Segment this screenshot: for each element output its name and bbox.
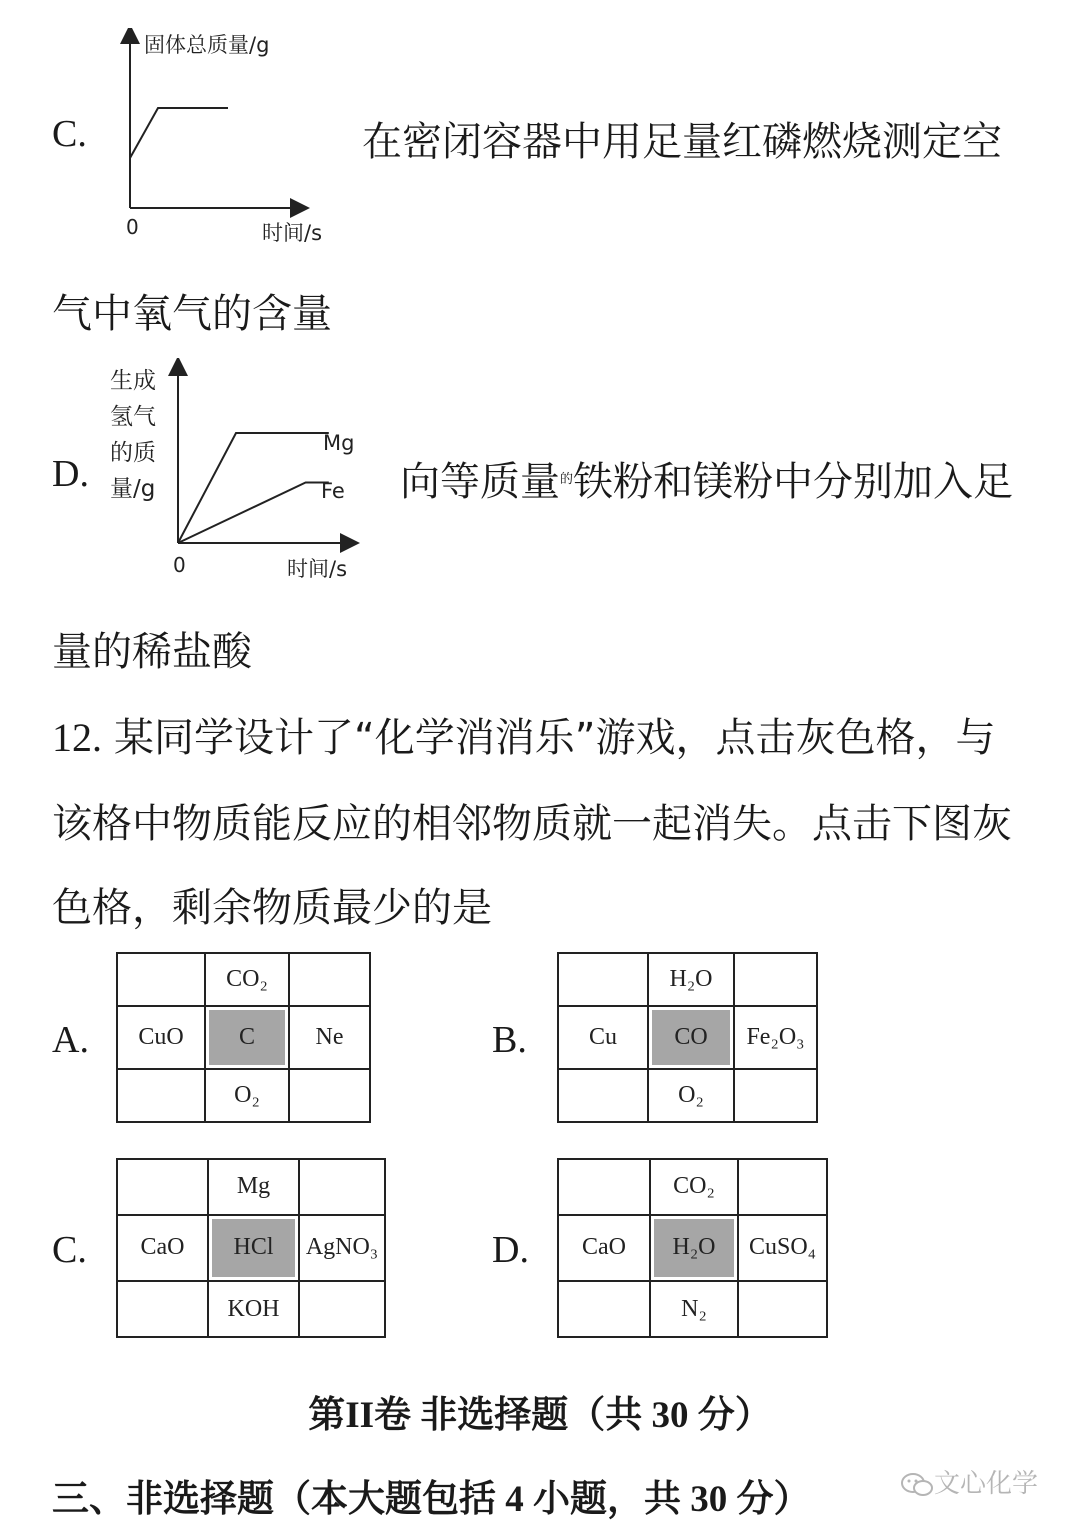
grid-cell-top: Mg bbox=[208, 1159, 299, 1215]
option-d-text-line1 bbox=[400, 450, 1013, 507]
option-d-graph bbox=[105, 358, 375, 590]
grid-cell-center-gray[interactable] bbox=[648, 1006, 734, 1070]
option-c-text-line2: 气中氧气的含量 bbox=[52, 291, 332, 337]
grid-cell bbox=[299, 1159, 385, 1215]
question-number: 12. bbox=[52, 715, 102, 760]
center-label: C bbox=[209, 1010, 285, 1066]
grid-cell bbox=[734, 1069, 817, 1122]
grid-cell bbox=[558, 1281, 650, 1337]
question12-line3: 色格，剩余物质最少的是 bbox=[52, 885, 492, 931]
grid-cell-right: AgNO₃ bbox=[299, 1215, 385, 1282]
grid-cell bbox=[117, 1069, 205, 1122]
grid-cell-center-gray[interactable] bbox=[205, 1006, 289, 1070]
grid-a bbox=[116, 952, 371, 1123]
grid-cell-top: CO₂ bbox=[205, 953, 289, 1006]
grid-cell bbox=[289, 953, 370, 1006]
y-axis-label: 固体总质量/g bbox=[144, 33, 270, 57]
grid-cell-right: Ne bbox=[289, 1006, 370, 1070]
x-axis-label: 时间/s bbox=[287, 557, 348, 581]
grid-cell-top: H₂O bbox=[648, 953, 734, 1006]
origin-label: 0 bbox=[173, 553, 186, 577]
grid-cell-left: Cu bbox=[558, 1006, 648, 1070]
text-small: 的 bbox=[560, 472, 574, 487]
grid-cell bbox=[558, 953, 648, 1006]
grid-cell-top: CO₂ bbox=[650, 1159, 738, 1215]
grid-d bbox=[557, 1158, 828, 1338]
x-axis-label: 时间/s bbox=[262, 221, 323, 245]
option-c-text-line1: 在密闭容器中用足量红磷燃烧测定空 bbox=[362, 119, 1002, 165]
mg-line bbox=[178, 433, 329, 543]
grid-cell bbox=[117, 953, 205, 1006]
option-c-letter: C. bbox=[52, 113, 87, 155]
question12-line1 bbox=[52, 706, 995, 763]
option-c-graph bbox=[110, 28, 350, 253]
center-label: HCl bbox=[212, 1219, 295, 1278]
center-label: CO bbox=[652, 1010, 730, 1066]
grid-cell bbox=[734, 953, 817, 1006]
grid-cell-left: CaO bbox=[117, 1215, 208, 1282]
section2-title: 第II卷 非选择题（共 30 分） bbox=[308, 1395, 772, 1436]
grid-cell bbox=[299, 1281, 385, 1337]
wechat-icon bbox=[900, 1470, 934, 1498]
y-axis-label-line1: 生成 bbox=[110, 368, 156, 394]
grid-c bbox=[116, 1158, 386, 1338]
text-part2: 铁粉和镁粉中分别加入足 bbox=[573, 459, 1014, 505]
mg-label: Mg bbox=[323, 431, 355, 455]
question-text: 某同学设计了“化学消消乐”游戏，点击灰色格，与 bbox=[114, 715, 996, 761]
option-d-letter: D. bbox=[52, 453, 89, 495]
y-axis-label-line4: 量/g bbox=[110, 476, 156, 502]
grid-cell-bottom: KOH bbox=[208, 1281, 299, 1337]
grid-cell-right: Fe₂O₃ bbox=[734, 1006, 817, 1070]
grid-cell bbox=[558, 1159, 650, 1215]
grid-cell bbox=[117, 1159, 208, 1215]
grid-cell bbox=[738, 1159, 827, 1215]
grid-cell-left: CaO bbox=[558, 1215, 650, 1282]
center-label: H₂O bbox=[654, 1219, 734, 1278]
grid-cell-bottom: O₂ bbox=[648, 1069, 734, 1122]
question12-line2: 该格中物质能反应的相邻物质就一起消失。点击下图灰 bbox=[52, 801, 1012, 847]
grid-cell bbox=[117, 1281, 208, 1337]
solid-mass-line bbox=[130, 108, 228, 158]
option-d-text-line2: 量的稀盐酸 bbox=[52, 629, 252, 675]
watermark bbox=[900, 1463, 1038, 1500]
grid-cell-center-gray[interactable] bbox=[650, 1215, 738, 1282]
section3-title: 三、非选择题（本大题包括 4 小题，共 30 分） bbox=[52, 1479, 811, 1520]
grid-a-letter: A. bbox=[52, 1019, 89, 1061]
fe-label: Fe bbox=[321, 479, 345, 503]
grid-b bbox=[557, 952, 818, 1123]
grid-cell-right: CuSO₄ bbox=[738, 1215, 827, 1282]
y-axis-label-line3: 的质 bbox=[110, 440, 156, 466]
grid-cell bbox=[289, 1069, 370, 1122]
grid-c-letter: C. bbox=[52, 1229, 87, 1271]
y-axis-label-line2: 氢气 bbox=[110, 404, 156, 430]
grid-b-letter: B. bbox=[492, 1019, 527, 1061]
grid-cell-bottom: O₂ bbox=[205, 1069, 289, 1122]
origin-label: 0 bbox=[126, 215, 139, 239]
grid-cell-left: CuO bbox=[117, 1006, 205, 1070]
grid-cell-center-gray[interactable] bbox=[208, 1215, 299, 1282]
grid-d-letter: D. bbox=[492, 1229, 529, 1271]
grid-cell bbox=[738, 1281, 827, 1337]
grid-cell bbox=[558, 1069, 648, 1122]
fe-line bbox=[178, 483, 329, 544]
text-part1: 向等质量 bbox=[400, 459, 560, 505]
watermark-text: 文心化学 bbox=[934, 1469, 1039, 1499]
grid-cell-bottom: N₂ bbox=[650, 1281, 738, 1337]
